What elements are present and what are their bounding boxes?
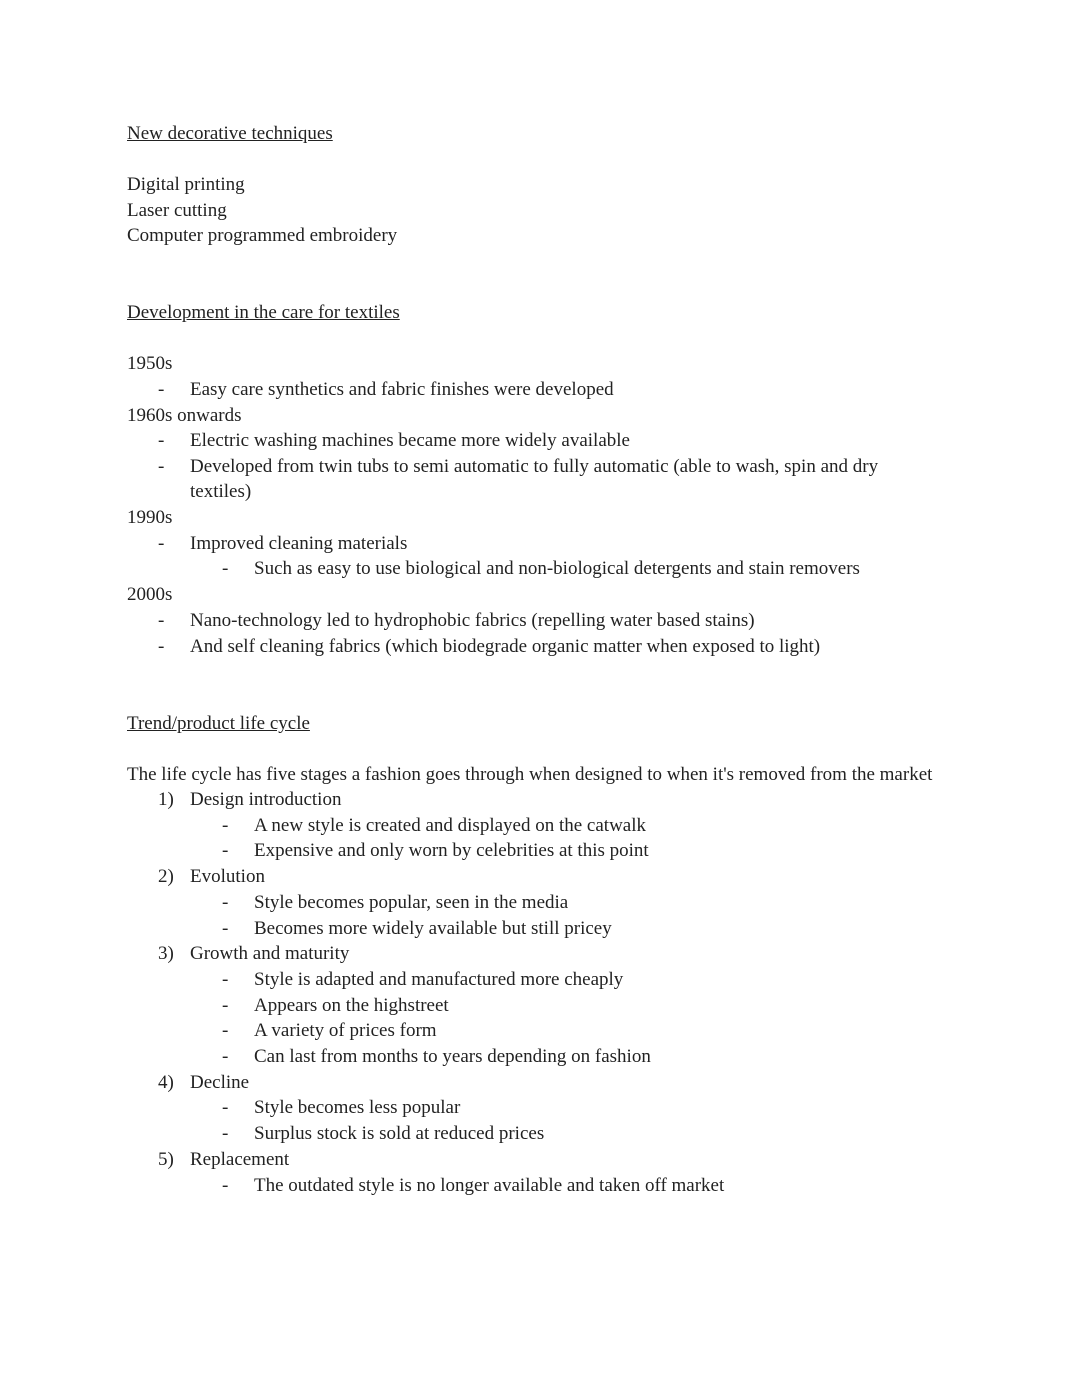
stage-title: Evolution [190, 866, 265, 888]
text-line: And self cleaning fabrics (which biodegrade organic matter when exposed to light) [190, 636, 821, 657]
stage-title: Growth and maturity [190, 943, 350, 965]
stage-point: A variety of prices form [254, 1020, 437, 1042]
stage-number: 5) [158, 1148, 174, 1170]
stage-title: Decline [190, 1071, 250, 1093]
stage-point: Can last from months to years depending on fashion [254, 1046, 651, 1067]
stage-number: 2) [158, 866, 174, 888]
bullet-dash: - [222, 1174, 229, 1196]
section-heading: New decorative techniques [127, 123, 333, 144]
text-line: textiles) [190, 481, 252, 502]
bullet-dash: - [222, 1046, 229, 1067]
stage-number: 1) [158, 789, 174, 810]
era-label: 1990s [127, 507, 173, 528]
text-line: Nano-technology led to hydrophobic fabrics (repelling water based stains) [190, 610, 755, 631]
stage-title: Replacement [190, 1148, 290, 1170]
era-label: 2000s [127, 584, 173, 605]
stage-title: Design introduction [190, 789, 342, 810]
text-line: Electric washing machines became more widely available [190, 430, 630, 451]
bullet-dash: - [222, 1097, 229, 1119]
bullet-dash: - [222, 840, 229, 862]
bullet-dash: - [222, 1020, 229, 1042]
stage-point: Expensive and only worn by celebrities at this point [254, 840, 649, 862]
section-heading: Development in the care for textiles [127, 302, 400, 323]
bullet-dash: - [222, 994, 229, 1016]
stage-point: Style becomes less popular [254, 1097, 461, 1119]
intro-text: The life cycle has five stages a fashion goes through when designed to when it's removed from the market [127, 764, 933, 785]
era-label: 1950s [127, 353, 173, 374]
bullet-dash: - [222, 968, 229, 990]
bullet-dash: - [158, 456, 165, 477]
bullet-dash: - [222, 1123, 229, 1145]
list-item: Laser cutting [127, 199, 227, 221]
bullet-dash: - [222, 558, 229, 579]
text-line: Such as easy to use biological and non-biological detergents and stain removers [254, 558, 860, 579]
section-heading: Trend/product life cycle [127, 713, 310, 734]
list-item: Computer programmed embroidery [127, 225, 398, 247]
era-label: 1960s onwards [127, 405, 242, 426]
stage-point: Surplus stock is sold at reduced prices [254, 1123, 545, 1145]
stage-number: 4) [158, 1071, 174, 1093]
text-line: Developed from twin tubs to semi automatic to fully automatic (able to wash, spin and dry [190, 456, 879, 477]
stage-point: Appears on the highstreet [254, 994, 449, 1016]
stage-point: Style becomes popular, seen in the media [254, 891, 569, 913]
bullet-dash: - [158, 610, 165, 631]
text-line: Easy care synthetics and fabric finishes were developed [190, 379, 614, 400]
stage-point: A new style is created and displayed on the catwalk [254, 814, 647, 836]
stage-point: The outdated style is no longer available and taken off market [254, 1174, 725, 1196]
bullet-dash: - [158, 636, 165, 657]
text-line: Improved cleaning materials [190, 533, 408, 554]
bullet-dash: - [158, 379, 165, 400]
bullet-dash: - [222, 917, 229, 939]
list-item: Digital printing [127, 174, 245, 195]
bullet-dash: - [158, 430, 165, 451]
stage-point: Style is adapted and manufactured more cheaply [254, 968, 624, 990]
bullet-dash: - [158, 533, 165, 554]
bullet-dash: - [222, 814, 229, 836]
stage-point: Becomes more widely available but still pricey [254, 917, 612, 939]
bullet-dash: - [222, 891, 229, 913]
stage-number: 3) [158, 943, 174, 965]
